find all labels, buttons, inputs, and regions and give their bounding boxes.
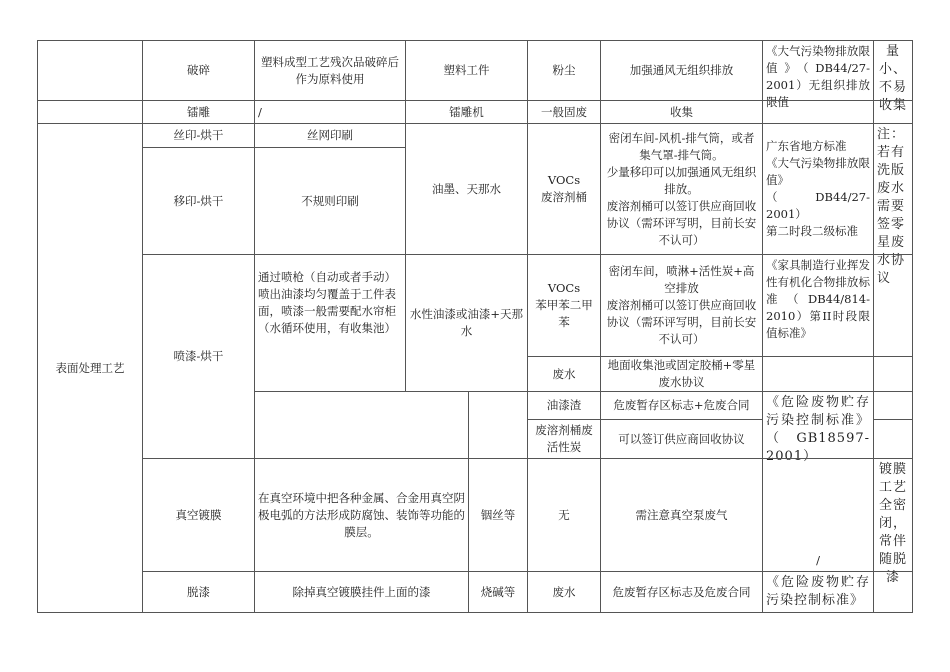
process-name: 喷漆-烘干 (142, 254, 255, 459)
category-label: 表面处理工艺 (37, 123, 143, 613)
pollutant: VOCs 苯甲苯二甲苯 (527, 254, 601, 357)
process-name: 丝印-烘干 (142, 123, 255, 148)
control-measure: 地面收集池或固定胶桶+零星废水协议 (600, 356, 763, 392)
process-description: 通过喷枪（自动或者手动）喷出油漆均匀覆盖于工件表面，喷漆一般需要配水帘柜 （水循环使用，有收集池） (254, 254, 406, 392)
pollutant: 油漆渣 (527, 391, 601, 420)
equipment: 油墨、天那水 (405, 123, 528, 255)
equipment: 塑料工件 (405, 40, 528, 101)
control-measure: 危废暂存区标志+危废合同 (600, 391, 763, 420)
blank-cell (468, 391, 528, 459)
remark-empty (873, 391, 913, 420)
equipment: 水性油漆或油漆+天那水 (405, 254, 528, 392)
emission-standard-empty (762, 100, 874, 124)
control-measure: 密闭车间-风机-排气筒，或者集气罩-排气筒。 少量移印可以加强通风无组织排放。 废溶剂桶可以签订供应商回收协议（需环评写明，目前长安不认可） (600, 123, 763, 255)
process-name: 镭雕 (142, 100, 255, 124)
process-description: 塑料成型工艺残次品破碎后作为原料使用 (254, 40, 406, 101)
process-description: 不规则印刷 (254, 147, 406, 255)
pollutant: 废溶剂桶废活性炭 (527, 419, 601, 459)
process-description: 丝网印刷 (254, 123, 406, 148)
process-name: 移印-烘干 (142, 147, 255, 255)
remark-empty (873, 419, 913, 459)
emission-standard: 《危险废物贮存污染控制标准》（GB18597-2001） (762, 391, 874, 459)
remark-empty (873, 254, 913, 357)
process-name: 脱漆 (142, 571, 255, 613)
pollutant: 废水 (527, 571, 601, 613)
control-measure: 可以签订供应商回收协议 (600, 419, 763, 459)
remark: 量小、不易收集 (873, 40, 913, 101)
emission-standard: 《危险废物贮存污染控制标准》 (762, 571, 874, 613)
emission-standard: 《大气污染物排放限值》（DB44/27-2001）无组织排放限值 (762, 40, 874, 101)
control-measure: 收集 (600, 100, 763, 124)
pollutant: VOCs 废溶剂桶 (527, 123, 601, 255)
process-description: 在真空环境中把各种金属、合金用真空阴极电弧的方法形成防腐蚀、装饰等功能的膜层。 (254, 458, 469, 572)
remark-empty (873, 356, 913, 392)
control-measure: 密闭车间，喷淋+活性炭+高空排放 废溶剂桶可以签订供应商回收协议（需环评写明，目前长安不认可） (600, 254, 763, 357)
emission-standard: 《家具制造行业挥发性有机化合物排放标准（DB44/814-2010）第II时段限值标准》 (762, 254, 874, 357)
control-measure: 需注意真空泵废气 (600, 458, 763, 572)
equipment: 镭雕机 (405, 100, 528, 124)
control-measure: 加强通风无组织排放 (600, 40, 763, 101)
process-description: / (254, 100, 406, 124)
category-cell-top-2 (37, 100, 143, 124)
control-measure: 危废暂存区标志及危废合同 (600, 571, 763, 613)
equipment: 铟丝等 (468, 458, 528, 572)
remark: 注：若有洗版废水需要签零星废水协议 (873, 123, 913, 255)
remark-empty (873, 571, 913, 613)
emission-standard: 广东省地方标准 《大气污染物排放限值》 （ DB44/27-2001） 第二时段二级标准 (762, 123, 874, 255)
remark: 镀膜工艺全密闭，常伴随脱漆 (873, 458, 913, 572)
process-name: 真空镀膜 (142, 458, 255, 572)
pollutant: 粉尘 (527, 40, 601, 101)
pollutant: 废水 (527, 356, 601, 392)
emission-standard: / (762, 458, 874, 572)
emission-standard-empty (762, 356, 874, 392)
pollutant: 一般固废 (527, 100, 601, 124)
remark-empty (873, 100, 913, 124)
blank-cell (254, 391, 469, 459)
process-description: 除掉真空镀膜挂件上面的漆 (254, 571, 469, 613)
equipment: 烧碱等 (468, 571, 528, 613)
process-name: 破碎 (142, 40, 255, 101)
category-cell-top (37, 40, 143, 101)
environmental-process-table (37, 40, 913, 613)
pollutant: 无 (527, 458, 601, 572)
